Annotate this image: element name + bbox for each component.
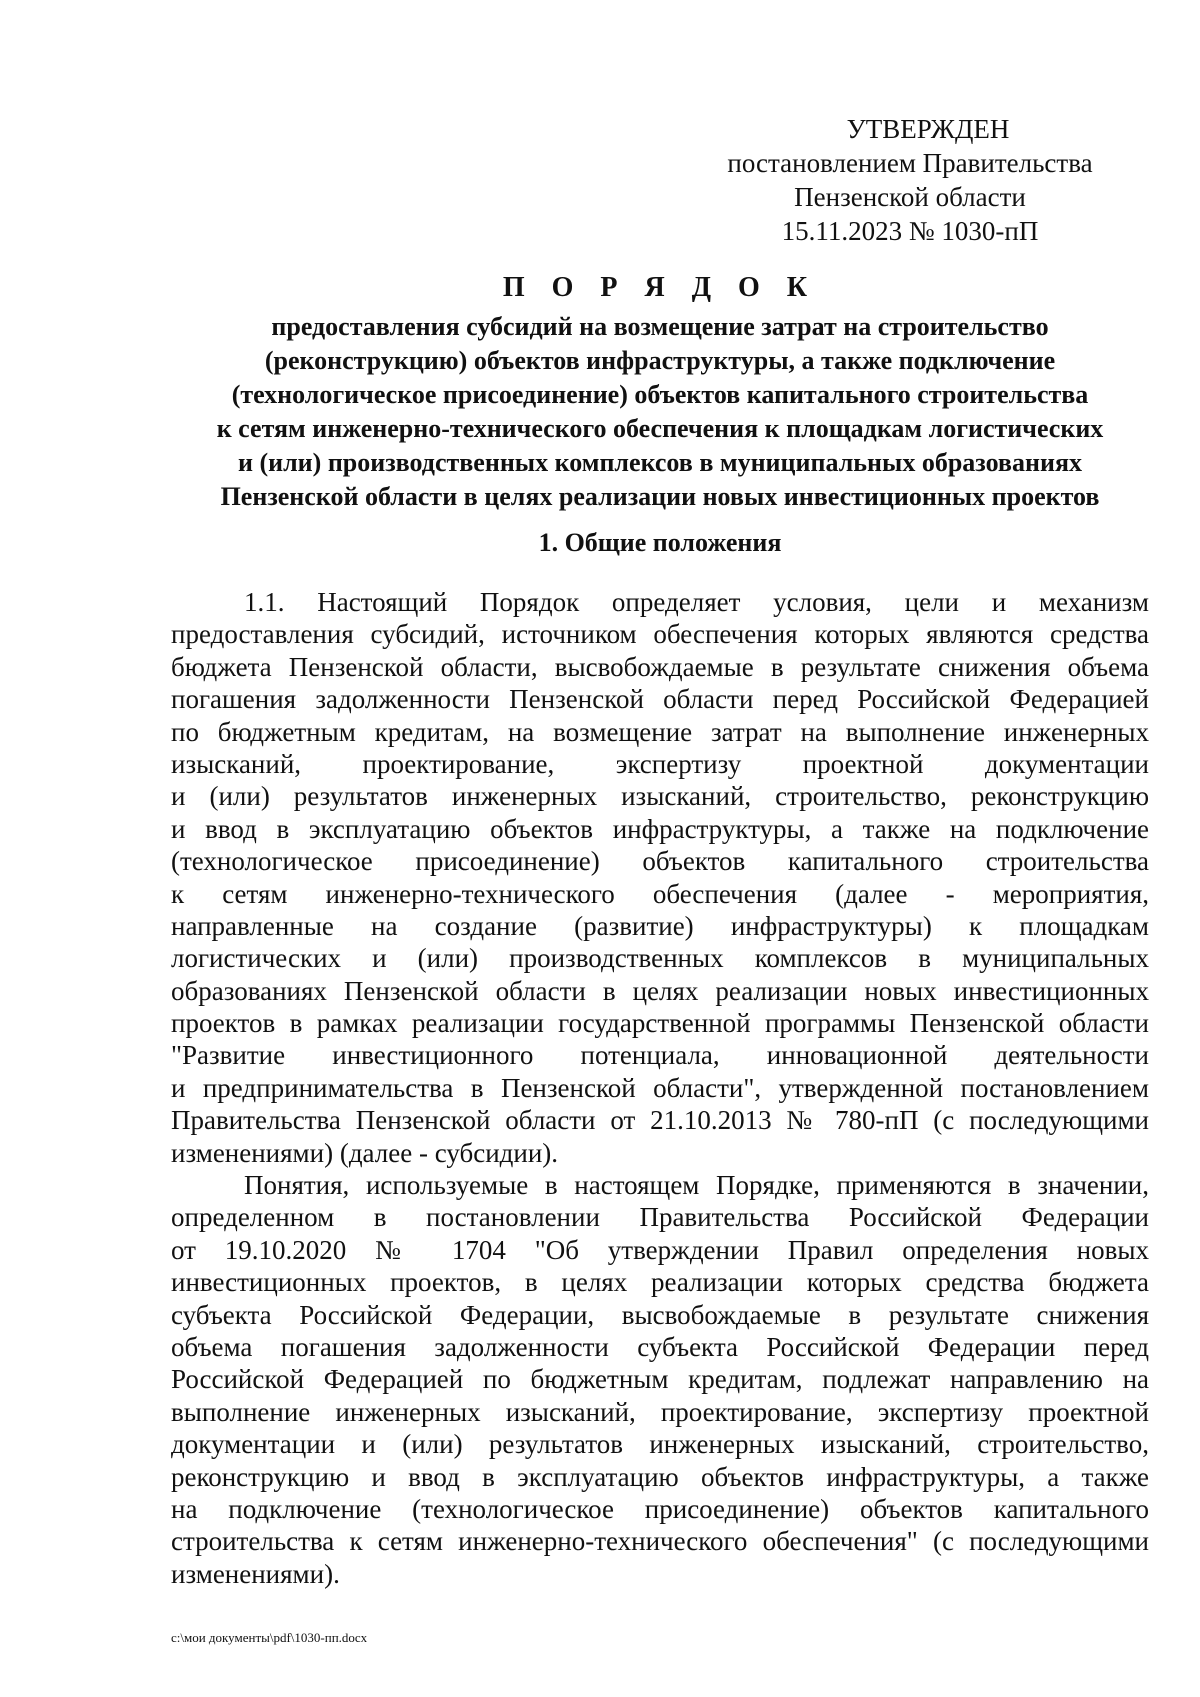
title-subtitle: [170, 310, 1150, 514]
text-line: бюджета Пензенской области, высвобождаемые в результате снижения объема: [171, 651, 1149, 682]
text-line: объема погашения задолженности субъекта Российской Федерации перед: [171, 1331, 1149, 1362]
title-line: Пензенской области в целях реализации новых инвестиционных проектов: [220, 482, 1100, 511]
text-line: строительства к сетям инженерно-технического обеспечения" (с последующими: [171, 1526, 1149, 1557]
text-line: по бюджетным кредитам, на возмещение затрат на выполнение инженерных: [171, 716, 1149, 747]
text-line: "Развитие инвестиционного потенциала, инновационной деятельности: [171, 1040, 1149, 1071]
text-line: определенном в постановлении Правительства Российской Федерации: [171, 1202, 1149, 1233]
text-line: Правительства Пензенской области от 21.10.2013 № 780-пП (с последующими: [171, 1105, 1149, 1136]
text-line: Российской Федерацией по бюджетным кредитам, подлежат направлению на: [171, 1364, 1149, 1395]
text-line: к сетям инженерно-технического обеспечения (далее - мероприятия,: [171, 878, 1149, 909]
text-line: документации и (или) результатов инженерных изысканий, строительство,: [171, 1429, 1149, 1460]
approval-stamp: [690, 112, 1130, 248]
title-line: (технологическое присоединение) объектов капитального строительства: [231, 380, 1089, 409]
document-title: [170, 268, 1150, 514]
text-line: выполнение инженерных изысканий, проектирование, экспертизу проектной: [171, 1396, 1149, 1427]
title-line: к сетям инженерно-технического обеспечения к площадкам логистических: [216, 414, 1104, 443]
section-heading: 1. Общие положения: [538, 528, 782, 557]
text-line: и ввод в эксплуатацию объектов инфраструктуры, а также на подключение: [171, 813, 1149, 844]
text-line: 1.1. Настоящий Порядок определяет условия, цели и механизм: [244, 587, 1149, 617]
text-line: реконструкцию и ввод в эксплуатацию объектов инфраструктуры, а также: [171, 1461, 1149, 1492]
text-line: на подключение (технологическое присоединение) объектов капитального: [171, 1493, 1149, 1524]
text-line: инвестиционных проектов, в целях реализации которых средства бюджета: [171, 1267, 1149, 1298]
text-line: проектов в рамках реализации государственной программы Пензенской области: [171, 1008, 1149, 1039]
title-word: П О Р Я Д О К: [502, 272, 818, 303]
approval-authority: постановлением Правительства: [727, 148, 1093, 178]
text-line: направленные на создание (развитие) инфраструктуры) к площадкам: [171, 910, 1149, 941]
text-line: изысканий, проектирование, экспертизу проектной документации: [171, 748, 1149, 779]
paragraph-1-1: [171, 586, 1149, 1169]
approval-date-number: 15.11.2023 № 1030-пП: [781, 216, 1039, 246]
text-line: погашения задолженности Пензенской области перед Российской Федерацией: [171, 684, 1149, 715]
file-path-footer: c:\мои документы\pdf\1030-пп.docx: [171, 1630, 368, 1645]
title-line: (реконструкцию) объектов инфраструктуры, а также подключение: [264, 346, 1056, 375]
text-line: субъекта Российской Федерации, высвобождаемые в результате снижения: [171, 1299, 1149, 1330]
text-line: Понятия, используемые в настоящем Порядке, применяются в значении,: [244, 1170, 1149, 1201]
text-line: образованиях Пензенской области в целях реализации новых инвестиционных: [171, 975, 1149, 1006]
approval-region: Пензенской области: [794, 182, 1026, 212]
text-line: и (или) результатов инженерных изысканий, строительство, реконструкцию: [171, 781, 1149, 812]
text-line: изменениями) (далее - субсидии).: [171, 1137, 559, 1168]
title-line: и (или) производственных комплексов в муниципальных образованиях: [237, 448, 1083, 477]
paragraph-definitions: [171, 1169, 1149, 1590]
text-line: и предпринимательства в Пензенской области", утвержденной постановлением: [171, 1072, 1149, 1103]
title-line: предоставления субсидий на возмещение затрат на строительство: [271, 312, 1049, 341]
text-line: предоставления субсидий, источником обеспечения которых являются средства: [171, 619, 1149, 650]
approval-heading: УТВЕРЖДЕН: [846, 114, 1010, 144]
text-line: от 19.10.2020 № 1704 "Об утверждении Правил определения новых: [171, 1234, 1149, 1265]
text-line: логистических и (или) производственных комплексов в муниципальных: [171, 943, 1149, 974]
text-line: (технологическое присоединение) объектов капитального строительства: [171, 846, 1149, 877]
document-body: [171, 586, 1149, 1590]
text-line: изменениями).: [171, 1558, 340, 1589]
